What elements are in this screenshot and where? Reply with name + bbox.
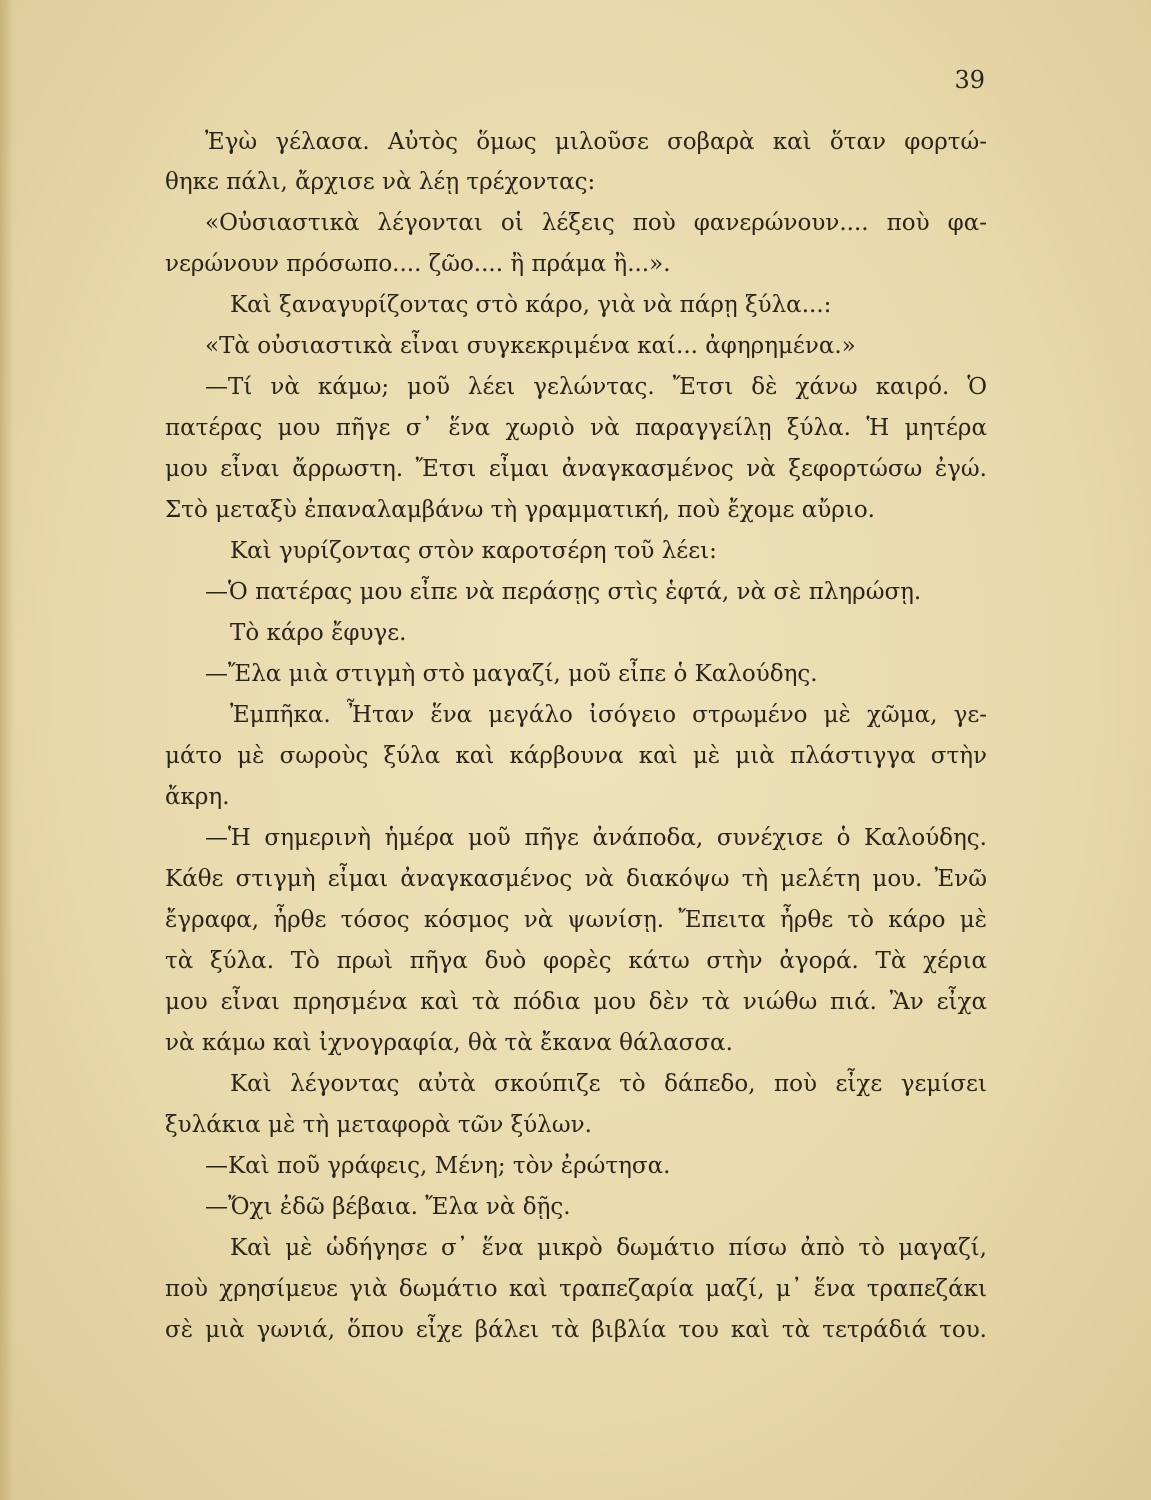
text-line: μάτο μὲ σωροὺς ξύλα καὶ κάρβουνα καὶ μὲ μιὰ πλάστιγγα στὴν — [165, 743, 987, 769]
text-line: πατέρας μου πῆγε σ᾽ ἕνα χωριὸ νὰ παραγγείλῃ ξύλα. Ἡ μητέρα — [165, 415, 987, 441]
page-edge-shadow — [0, 0, 14, 1500]
text-line: ξυλάκια μὲ τὴ μεταφορὰ τῶν ξύλων. — [165, 1112, 592, 1138]
text-line: νὰ κάμω καὶ ἰχνογραφία, θὰ τὰ ἔκανα θάλασσα. — [165, 1030, 733, 1056]
text-line: θηκε πάλι, ἄρχισε νὰ λέῃ τρέχοντας: — [165, 169, 596, 195]
text-line: «Τὰ οὐσιαστικὰ εἶναι συγκεκριμένα καί... ἀφηρημένα.» — [205, 333, 856, 359]
text-line: —Καὶ ποῦ γράφεις, Μένη; τὸν ἐρώτησα. — [205, 1153, 671, 1179]
text-line: ποὺ χρησίμευε γιὰ δωμάτιο καὶ τραπεζαρία μαζί, μ᾽ ἕνα τραπεζάκι — [165, 1276, 987, 1302]
text-line: Καὶ γυρίζοντας στὸν καροτσέρη τοῦ λέει: — [230, 538, 717, 564]
text-line: ἔγραφα, ἦρθε τόσος κόσμος νὰ ψωνίσῃ. Ἔπειτα ἦρθε τὸ κάρο μὲ — [165, 907, 987, 933]
text-line: —Ἔλα μιὰ στιγμὴ στὸ μαγαζί, μοῦ εἶπε ὁ Καλούδης. — [205, 661, 818, 687]
text-line: μου εἶναι ἄρρωστη. Ἔτσι εἶμαι ἀναγκασμένος νὰ ξεφορτώσω ἐγώ. — [165, 456, 987, 482]
page-number: 39 — [954, 66, 985, 94]
text-line: —Ὄχι ἐδῶ βέβαια. Ἔλα νὰ δῇς. — [205, 1194, 571, 1220]
text-line: —Ἡ σημερινὴ ἡμέρα μοῦ πῆγε ἀνάποδα, συνέχισε ὁ Καλούδης. — [205, 825, 987, 851]
text-line: νερώνουν πρόσωπο.... ζῶο.... ἢ πράμα ἢ...». — [165, 251, 671, 277]
text-line: μου εἶναι πρησμένα καὶ τὰ πόδια μου δὲν τὰ νιώθω πιά. Ἂν εἶχα — [165, 989, 987, 1015]
text-line: «Οὐσιαστικὰ λέγονται οἱ λέξεις ποὺ φανερώνουν.... ποὺ φα- — [205, 210, 987, 236]
text-line: Καὶ μὲ ὡδήγησε σ᾽ ἕνα μικρὸ δωμάτιο πίσω ἀπὸ τὸ μαγαζί, — [230, 1235, 987, 1261]
text-line: σὲ μιὰ γωνιά, ὅπου εἶχε βάλει τὰ βιβλία του καὶ τὰ τετράδιά του. — [165, 1317, 987, 1343]
text-line: Ἐγὼ γέλασα. Αὐτὸς ὅμως μιλοῦσε σοβαρὰ καὶ ὅταν φορτώ- — [205, 129, 987, 155]
text-line: Κάθε στιγμὴ εἶμαι ἀναγκασμένος νὰ διακόψω τὴ μελέτη μου. Ἐνῶ — [165, 866, 987, 892]
text-line: Καὶ ξαναγυρίζοντας στὸ κάρο, γιὰ νὰ πάρῃ ξύλα...: — [230, 292, 832, 318]
text-line: Τὸ κάρο ἔφυγε. — [230, 620, 407, 646]
text-line: Ἐμπῆκα. Ἦταν ἕνα μεγάλο ἰσόγειο στρωμένο μὲ χῶμα, γε- — [230, 702, 987, 728]
text-line: τὰ ξύλα. Τὸ πρωὶ πῆγα δυὸ φορὲς κάτω στὴν ἀγορά. Τὰ χέρια — [165, 948, 987, 974]
text-line: —Ὁ πατέρας μου εἶπε νὰ περάσῃς στὶς ἑφτά, νὰ σὲ πληρώσῃ. — [205, 579, 922, 605]
text-line: ἄκρη. — [165, 784, 230, 810]
text-line: —Τί νὰ κάμω; μοῦ λέει γελώντας. Ἔτσι δὲ χάνω καιρό. Ὁ — [205, 374, 987, 400]
text-line: Στὸ μεταξὺ ἐπαναλαμβάνω τὴ γραμματική, ποὺ ἔχομε αὔριο. — [165, 497, 875, 523]
text-line: Καὶ λέγοντας αὐτὰ σκούπιζε τὸ δάπεδο, ποὺ εἶχε γεμίσει — [230, 1071, 987, 1097]
